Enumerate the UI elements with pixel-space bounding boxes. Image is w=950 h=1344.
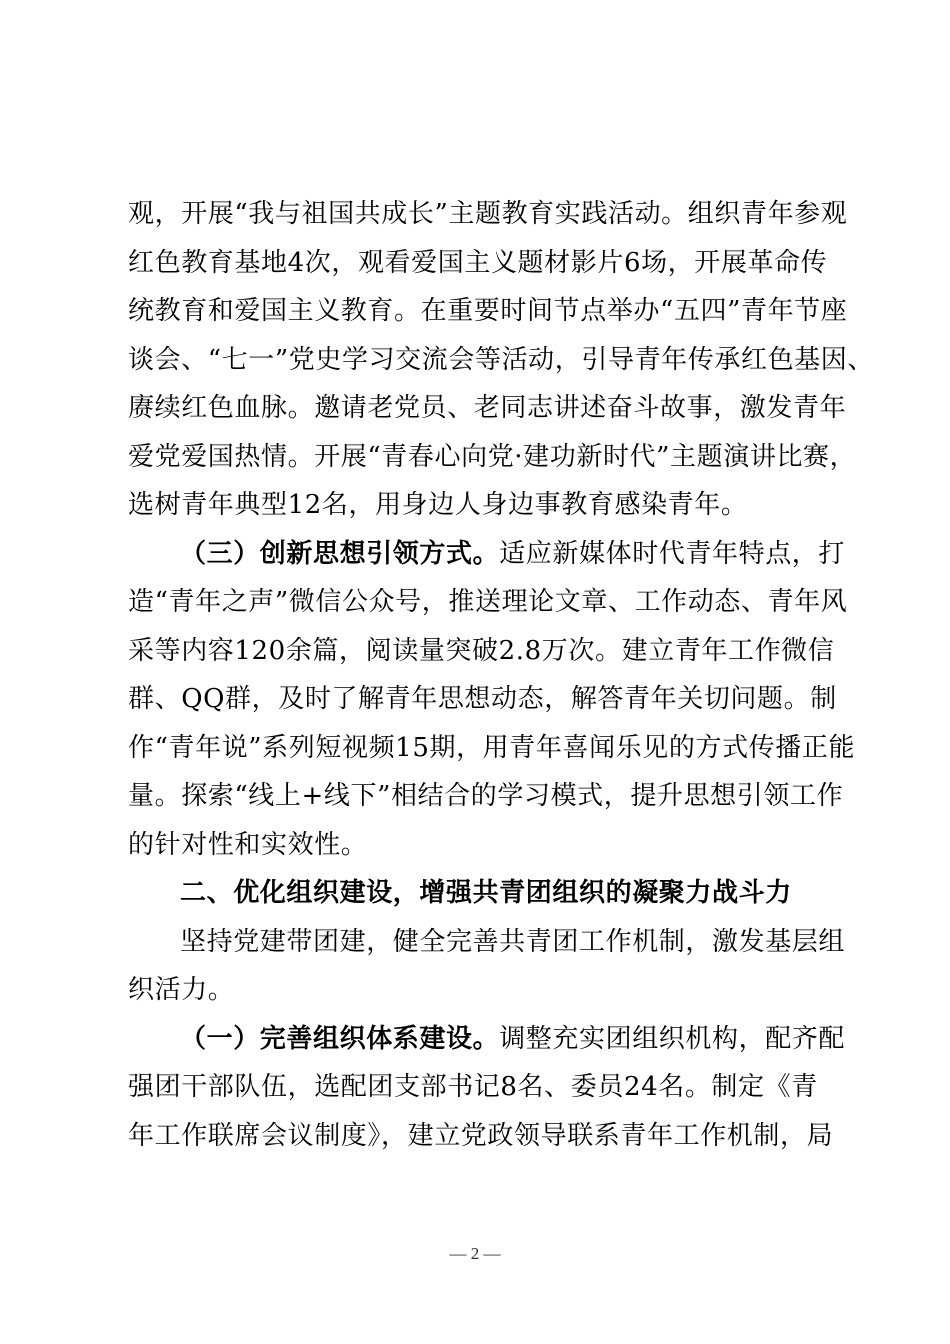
page-number: — 2 — (449, 1244, 501, 1263)
text-line: 作“青年说”系列短视频15期，用青年喜闻乐见的方式传播正能 (128, 732, 856, 763)
text-line: 强团干部队伍，选配团支部书记8名、委员24名。制定《青 (128, 1072, 818, 1102)
text-line: 观，开展“我与祖国共成长”主题教育实践活动。组织青年参观 (128, 199, 848, 229)
document-page (128, 190, 874, 1160)
text-line: 年工作联席会议制度》，建立党政领导联系青年工作机制，局 (128, 1120, 834, 1151)
subsection-title: （三）创新思想引领方式。 (180, 538, 500, 569)
text-line: 采等内容120余篇，阅读量突破2.8万次。建立青年工作微信 (128, 635, 835, 666)
text-line (128, 1015, 846, 1064)
text-line: 群、QQ群，及时了解青年思想动态，解答青年关切问题。制 (128, 684, 837, 714)
paragraph-organization-system (128, 1015, 846, 1161)
text-line: 选树青年典型12名，用身边人身边事教育感染青年。 (128, 490, 748, 520)
text-line: 统教育和爱国主义教育。在重要时间节点举办“五四”青年节座 (128, 296, 848, 326)
subsection-title: （一）完善组织体系建设。 (180, 1023, 500, 1054)
section-heading: 二、优化组织建设，增强共青团组织的凝聚力战斗力 (180, 878, 792, 908)
text-run: 适应新媒体时代青年特点，打 (499, 538, 846, 569)
text-line: 量。探索“线上+线下”相结合的学习模式，提升思想引领工作 (128, 781, 844, 811)
text-line: 坚持党建带团建，健全完善共青团工作机制，激发基层组 (180, 926, 846, 957)
paragraph-party-building (128, 918, 846, 1015)
paragraph-patriotic-education (128, 190, 874, 530)
text-line: 的针对性和实效性。 (128, 829, 368, 860)
text-run: 调整充实团组织机构，配齐配 (499, 1023, 846, 1054)
paragraph-innovate-guidance (128, 530, 856, 870)
text-line: 织活力。 (128, 975, 235, 1005)
text-line: 赓续红色血脉。邀请老党员、老同志讲述奋斗故事，激发青年 (128, 393, 847, 423)
text-line (128, 530, 846, 579)
text-line: 红色教育基地4次，观看爱国主义题材影片6场，开展革命传 (128, 247, 828, 278)
text-line: 爱党爱国热情。开展“青春心向党·建功新时代”主题演讲比赛， (128, 441, 857, 472)
text-line: 造“青年之声”微信公众号，推送理论文章、工作动态、青年风 (128, 587, 848, 617)
text-line: 谈会、“七一”党史学习交流会等活动，引导青年传承红色基因、 (128, 344, 874, 375)
